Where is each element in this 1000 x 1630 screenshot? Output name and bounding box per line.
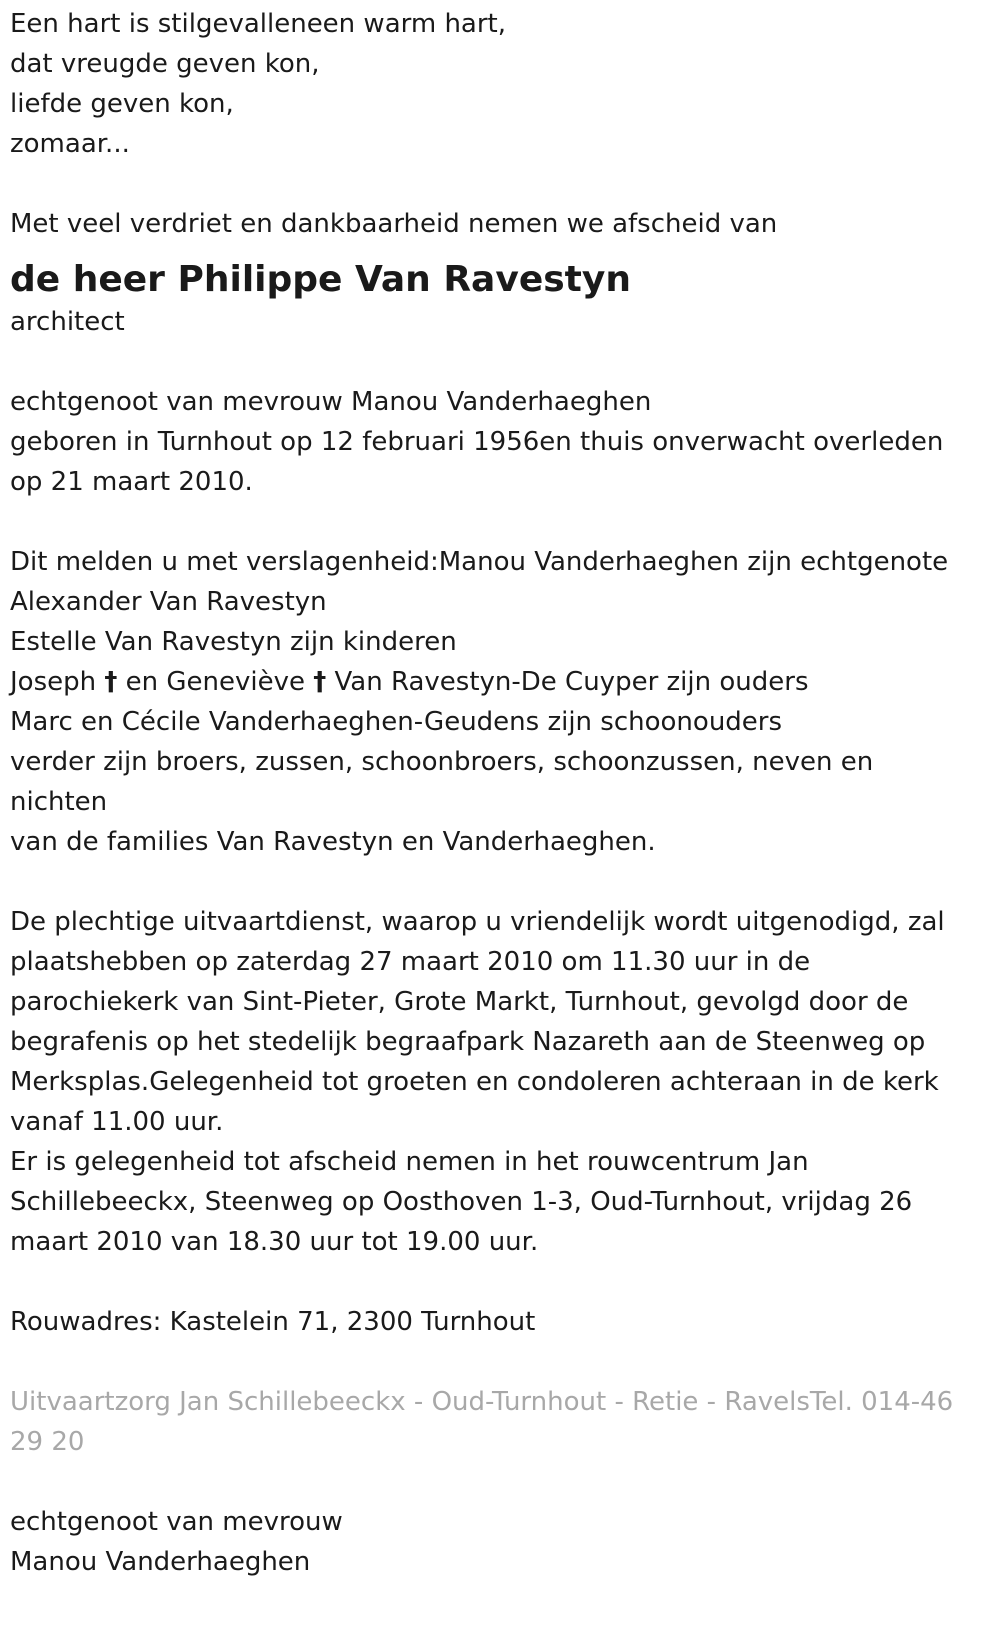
family-line: Estelle Van Ravestyn zijn kinderen [10,627,457,657]
ceremony-line: begrafenis op het stedelijk begraafpark Nazareth aan de Steenweg op [10,1027,926,1057]
poem-line: liefde geven kon, [10,89,234,119]
parent-name-joseph: Joseph [10,667,105,697]
spacer [10,502,990,542]
deceased-profession: architect [10,307,125,337]
ceremony-line: maart 2010 van 18.30 uur tot 19.00 uur. [10,1227,539,1257]
ceremony-line: Merksplas.Gelegenheid tot groeten en condoleren achteraan in de kerk [10,1067,939,1097]
family-line: Dit melden u met verslagenheid:Manou Vanderhaeghen zijn echtgenote [10,547,949,577]
detail-line: echtgenoot van mevrouw Manou Vanderhaeghen [10,387,652,417]
deceased-name: de heer Philippe Van Ravestyn [10,259,631,300]
ceremony-line: Er is gelegenheid tot afscheid nemen in het rouwcentrum Jan [10,1147,809,1177]
footer-line: Manou Vanderhaeghen [10,1547,311,1577]
mourning-address: Rouwadres: Kastelein 71, 2300 Turnhout [10,1307,536,1337]
spacer [10,1262,990,1302]
detail-line: op 21 maart 2010. [10,467,253,497]
ceremony-line: plaatshebben op zaterdag 27 maart 2010 om 11.30 uur in de [10,947,811,977]
details [10,382,990,502]
family-line: Marc en Cécile Vanderhaeghen-Geudens zijn schoonouders [10,707,783,737]
funeral-home-line: 29 20 [10,1427,85,1457]
spacer [10,342,990,382]
funeral-home-line: Uitvaartzorg Jan Schillebeeckx - Oud-Turnhout - Retie - RavelsTel. 014-46 [10,1387,954,1417]
intro-text: Met veel verdriet en dankbaarheid nemen we afscheid van [10,209,778,239]
spacer [10,164,990,204]
spacer [10,1342,990,1382]
funeral-home [10,1382,990,1462]
ceremony-line: Schillebeeckx, Steenweg op Oosthoven 1-3, Oud-Turnhout, vrijdag 26 [10,1187,913,1217]
ceremony-line: De plechtige uitvaartdienst, waarop u vriendelijk wordt uitgenodigd, zal [10,907,945,937]
ceremony-line: vanaf 11.00 uur. [10,1107,224,1137]
family-line: van de families Van Ravestyn en Vanderhaeghen. [10,827,656,857]
family-announcement [10,542,990,862]
poem-line: zomaar... [10,129,130,159]
spacer [10,862,990,902]
parents-line [10,662,990,702]
detail-line: geboren in Turnhout op 12 februari 1956en thuis onverwacht overleden [10,427,944,457]
spacer [10,1462,990,1502]
footer [10,1502,990,1582]
ceremony-line: parochiekerk van Sint-Pieter, Grote Markt, Turnhout, gevolgd door de [10,987,909,1017]
footer-line: echtgenoot van mevrouw [10,1507,343,1537]
family-line: nichten [10,787,108,817]
poem-line: Een hart is stilgevalleneen warm hart, [10,9,507,39]
cross-icon: † [104,667,118,697]
ceremony-info [10,902,990,1262]
poem [10,4,990,164]
parents-joiner: en Geneviève [117,667,314,697]
family-line: verder zijn broers, zussen, schoonbroers, schoonzussen, neven en [10,747,874,777]
cross-icon: † [313,667,327,697]
family-line: Alexander Van Ravestyn [10,587,327,617]
parents-rest: Van Ravestyn-De Cuyper zijn ouders [326,667,809,697]
poem-line: dat vreugde geven kon, [10,49,320,79]
